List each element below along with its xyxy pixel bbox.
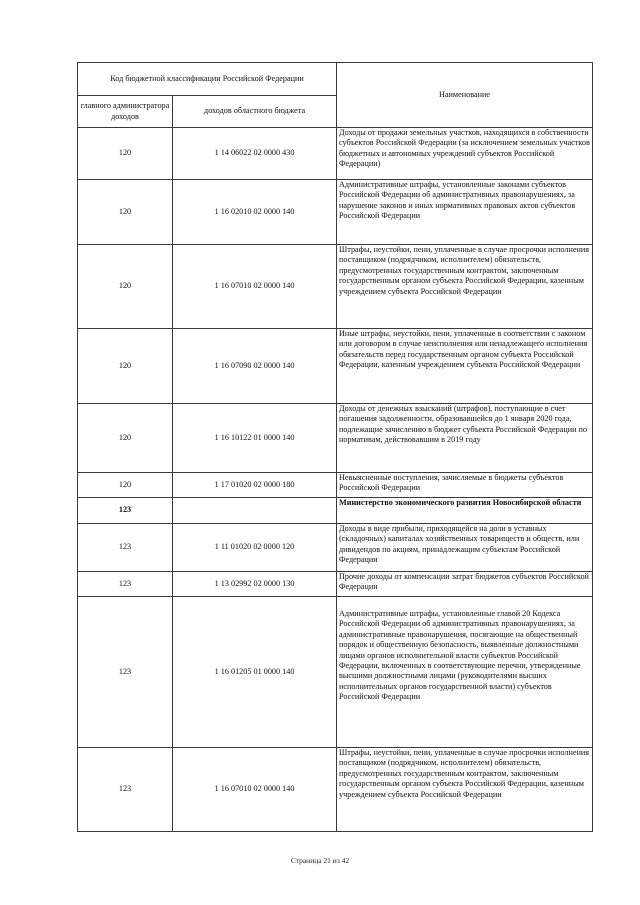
revenue-code-cell: 1 13 02992 02 0000 130 xyxy=(173,572,337,597)
revenue-name-cell: Штрафы, неустойки, пени, уплаченные в случае просрочки исполнения поставщиком (подрядчиком, исполнителем) обязательств, предусмотренных государственным контрактом, заключенным государственным органом субъекта Российской Федерации, казенным учреждением субъекта Российской Федерации xyxy=(337,748,593,832)
admin-code-cell: 120 xyxy=(78,329,173,404)
revenue-name-cell: Административные штрафы, установленные законами субъектов Российской Федерации об административных правонарушениях, за нарушение законов и иных нормативных правовых актов субъектов Российской Федерации xyxy=(337,180,593,245)
page-number: Страница 21 из 42 xyxy=(290,856,350,865)
revenue-code-cell: 1 16 07010 02 0000 140 xyxy=(173,748,337,832)
revenue-name-cell: Прочие доходы от компенсации затрат бюджетов субъектов Российской Федерации xyxy=(337,572,593,597)
table-row xyxy=(78,329,593,404)
table-row xyxy=(78,128,593,180)
admin-code-cell: 123 xyxy=(78,597,173,748)
revenue-code-cell xyxy=(173,498,337,524)
admin-code-cell: 120 xyxy=(78,245,173,329)
revenue-name-cell: Иные штрафы, неустойки, пени, уплаченные в соответствии с законом или договором в случае неисполнения или ненадлежащего исполнения обязательств перед государственным органом субъекта Российской Федерации, казенным учреждением субъекта Российской Федерации xyxy=(337,329,593,404)
header-regional-revenue: доходов областного бюджета xyxy=(173,96,337,128)
revenue-code-cell: 1 16 07090 02 0000 140 xyxy=(173,329,337,404)
admin-code-cell: 123 xyxy=(78,748,173,832)
admin-code-cell: 123 xyxy=(78,572,173,597)
admin-code-cell: 123 xyxy=(78,498,173,524)
header-chief-admin: главного администратора доходов xyxy=(78,96,173,128)
table-row xyxy=(78,180,593,245)
admin-code-cell: 120 xyxy=(78,128,173,180)
table-row xyxy=(78,748,593,832)
revenue-name-cell: Доходы от денежных взысканий (штрафов), поступающие в счет погашения задолженности, образовавшейся до 1 января 2020 года, подлежащие зачислению в бюджет субъекта Российской Федерации по нормативам, действовавшим в 2019 году xyxy=(337,404,593,473)
admin-code-cell: 120 xyxy=(78,404,173,473)
budget-classification-table xyxy=(77,62,593,832)
admin-code-cell: 123 xyxy=(78,524,173,572)
revenue-name-cell: Доходы от продажи земельных участков, находящихся в собственности субъектов Российской Федерации (за исключением земельных участков бюджетных и автономных учреждений субъектов Российской Федерации) xyxy=(337,128,593,180)
revenue-name-cell: Невыясненные поступления, зачисляемые в бюджеты субъектов Российской Федерации xyxy=(337,473,593,498)
revenue-name-cell: Административные штрафы, установленные главой 20 Кодекса Российской Федерации об административных правонарушениях, за административные правонарушения, посягающие на общественный порядок и общественную безопасность, выявленные должностными лицами органов исполнительной власти субъектов Российской Федерации, включенных в соответствующие перечни, утвержденные высшими должностными лицами (руководителями высших исполнительных органов государственной власти) субъектов Российской Федерации xyxy=(337,597,593,748)
table-row xyxy=(78,473,593,498)
revenue-code-cell: 1 17 01020 02 0000 180 xyxy=(173,473,337,498)
ministry-name-cell: Министерство экономического развития Новосибирской области xyxy=(337,498,593,524)
revenue-code-cell: 1 16 07010 02 0000 140 xyxy=(173,245,337,329)
revenue-code-cell: 1 16 01205 01 0000 140 xyxy=(173,597,337,748)
revenue-code-cell: 1 16 02010 02 0000 140 xyxy=(173,180,337,245)
revenue-name-cell: Доходы в виде прибыли, приходящейся на доли в уставных (складочных) капиталах хозяйственных товариществ и обществ, или дивидендов по акциям, принадлежащим субъектам Российской Федерации xyxy=(337,524,593,572)
table-row xyxy=(78,404,593,473)
revenue-code-cell: 1 16 10122 01 0000 140 xyxy=(173,404,337,473)
table-row xyxy=(78,245,593,329)
table-row xyxy=(78,597,593,748)
revenue-name-cell: Штрафы, неустойки, пени, уплаченные в случае просрочки исполнения поставщиком (подрядчиком, исполнителем) обязательств, предусмотренных государственным контрактом, заключенным государственным органом субъекта Российской Федерации, казенным учреждением субъекта Российской Федерации xyxy=(337,245,593,329)
revenue-code-cell: 1 11 01020 02 0000 120 xyxy=(173,524,337,572)
ministry-row xyxy=(78,498,593,524)
table-row xyxy=(78,572,593,597)
header-code-group: Код бюджетной классификации Российской Федерации xyxy=(78,63,337,96)
admin-code-cell: 120 xyxy=(78,473,173,498)
header-name: Наименование xyxy=(337,63,593,128)
table-row xyxy=(78,524,593,572)
admin-code-cell: 120 xyxy=(78,180,173,245)
revenue-code-cell: 1 14 06022 02 0000 430 xyxy=(173,128,337,180)
